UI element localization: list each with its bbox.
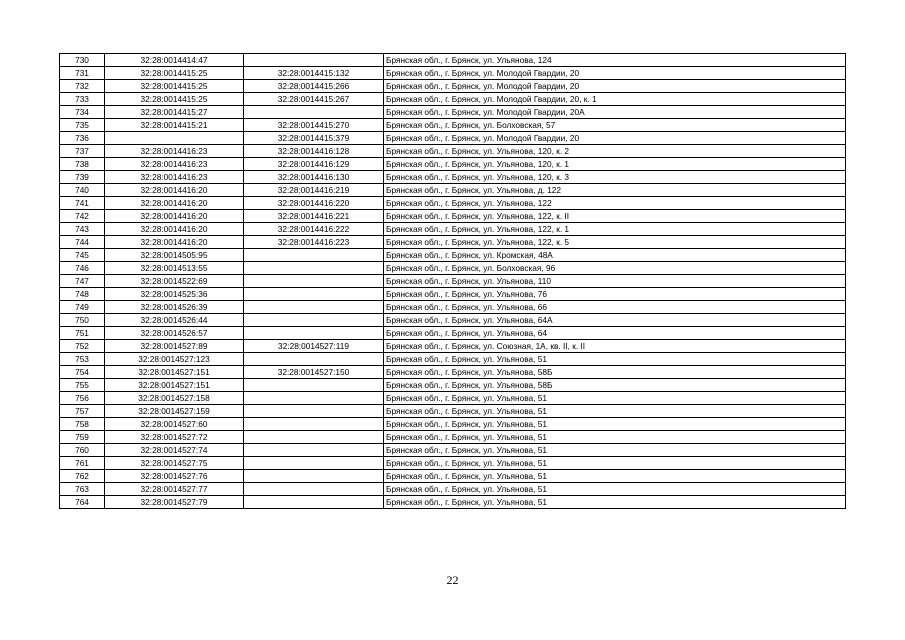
address-cell: Брянская обл., г. Брянск, ул. Ульянова, 122 (384, 197, 846, 210)
address-cell: Брянская обл., г. Брянск, ул. Ульянова, 110 (384, 275, 846, 288)
object-cadastral-number-cell: 32:28:0014527:119 (244, 340, 384, 353)
address-cell: Брянская обл., г. Брянск, ул. Молодой Гвардии, 20А (384, 106, 846, 119)
table-row (60, 314, 846, 327)
address-cell: Брянская обл., г. Брянск, ул. Ульянова, 58Б (384, 379, 846, 392)
object-cadastral-number-cell: 32:28:0014415:267 (244, 93, 384, 106)
row-number-cell: 757 (60, 405, 105, 418)
row-number-cell: 736 (60, 132, 105, 145)
object-cadastral-number-cell (244, 483, 384, 496)
address-cell: Брянская обл., г. Брянск, ул. Молодой Гвардии, 20 (384, 67, 846, 80)
cadastral-number-cell: 32:28:0014527:158 (105, 392, 244, 405)
cadastral-number-cell: 32:28:0014527:74 (105, 444, 244, 457)
address-cell: Брянская обл., г. Брянск, ул. Молодой Гвардии, 20, к. 1 (384, 93, 846, 106)
address-cell: Брянская обл., г. Брянск, ул. Ульянова, 51 (384, 483, 846, 496)
cadastral-number-cell: 32:28:0014414:47 (105, 54, 244, 67)
cadastral-number-cell: 32:28:0014415:25 (105, 93, 244, 106)
object-cadastral-number-cell: 32:28:0014416:130 (244, 171, 384, 184)
address-cell: Брянская обл., г. Брянск, ул. Ульянова, 64А (384, 314, 846, 327)
row-number-cell: 733 (60, 93, 105, 106)
object-cadastral-number-cell (244, 54, 384, 67)
table-row (60, 262, 846, 275)
object-cadastral-number-cell: 32:28:0014416:219 (244, 184, 384, 197)
address-cell: Брянская обл., г. Брянск, ул. Молодой Гвардии, 20 (384, 132, 846, 145)
page-number: 22 (446, 573, 459, 587)
cadastral-number-cell: 32:28:0014527:75 (105, 457, 244, 470)
table-row (60, 431, 846, 444)
object-cadastral-number-cell: 32:28:0014416:129 (244, 158, 384, 171)
row-number-cell: 734 (60, 106, 105, 119)
table-row (60, 483, 846, 496)
row-number-cell: 742 (60, 210, 105, 223)
object-cadastral-number-cell (244, 249, 384, 262)
table-row (60, 236, 846, 249)
object-cadastral-number-cell: 32:28:0014415:266 (244, 80, 384, 93)
address-cell: Брянская обл., г. Брянск, ул. Ульянова, 124 (384, 54, 846, 67)
table-row (60, 145, 846, 158)
cadastral-number-cell: 32:28:0014527:60 (105, 418, 244, 431)
cadastral-number-cell: 32:28:0014527:151 (105, 366, 244, 379)
row-number-cell: 755 (60, 379, 105, 392)
object-cadastral-number-cell (244, 353, 384, 366)
row-number-cell: 761 (60, 457, 105, 470)
cadastral-number-cell: 32:28:0014416:20 (105, 223, 244, 236)
address-cell: Брянская обл., г. Брянск, ул. Ульянова, 122, к. II (384, 210, 846, 223)
cadastral-number-cell: 32:28:0014526:39 (105, 301, 244, 314)
address-cell: Брянская обл., г. Брянск, ул. Ульянова, д. 122 (384, 184, 846, 197)
table-row (60, 405, 846, 418)
row-number-cell: 738 (60, 158, 105, 171)
address-cell: Брянская обл., г. Брянск, ул. Ульянова, 66 (384, 301, 846, 314)
cadastral-number-cell: 32:28:0014416:20 (105, 184, 244, 197)
row-number-cell: 764 (60, 496, 105, 509)
object-cadastral-number-cell (244, 405, 384, 418)
row-number-cell: 763 (60, 483, 105, 496)
cadastral-number-cell: 32:28:0014527:123 (105, 353, 244, 366)
object-cadastral-number-cell (244, 418, 384, 431)
row-number-cell: 746 (60, 262, 105, 275)
row-number-cell: 753 (60, 353, 105, 366)
table-row (60, 93, 846, 106)
row-number-cell: 756 (60, 392, 105, 405)
cadastral-number-cell (105, 132, 244, 145)
object-cadastral-number-cell (244, 106, 384, 119)
address-cell: Брянская обл., г. Брянск, ул. Ульянова, 122, к. 5 (384, 236, 846, 249)
address-cell: Брянская обл., г. Брянск, ул. Ульянова, 120, к. 2 (384, 145, 846, 158)
address-cell: Брянская обл., г. Брянск, ул. Ульянова, 51 (384, 457, 846, 470)
object-cadastral-number-cell: 32:28:0014415:132 (244, 67, 384, 80)
cadastral-number-cell: 32:28:0014527:159 (105, 405, 244, 418)
address-cell: Брянская обл., г. Брянск, ул. Ульянова, 51 (384, 470, 846, 483)
cadastral-number-cell: 32:28:0014527:76 (105, 470, 244, 483)
table-row (60, 223, 846, 236)
object-cadastral-number-cell (244, 314, 384, 327)
row-number-cell: 752 (60, 340, 105, 353)
table-row (60, 418, 846, 431)
row-number-cell: 735 (60, 119, 105, 132)
cadastral-number-cell: 32:28:0014416:20 (105, 197, 244, 210)
row-number-cell: 730 (60, 54, 105, 67)
cadastral-number-cell: 32:28:0014415:25 (105, 80, 244, 93)
table-row (60, 106, 846, 119)
table-row (60, 275, 846, 288)
table-row (60, 444, 846, 457)
row-number-cell: 732 (60, 80, 105, 93)
row-number-cell: 759 (60, 431, 105, 444)
table-row (60, 210, 846, 223)
object-cadastral-number-cell (244, 379, 384, 392)
object-cadastral-number-cell: 32:28:0014416:223 (244, 236, 384, 249)
cadastral-number-cell: 32:28:0014415:21 (105, 119, 244, 132)
row-number-cell: 754 (60, 366, 105, 379)
table-row (60, 327, 846, 340)
object-cadastral-number-cell: 32:28:0014416:221 (244, 210, 384, 223)
table-row (60, 132, 846, 145)
address-cell: Брянская обл., г. Брянск, ул. Ульянова, 76 (384, 288, 846, 301)
object-cadastral-number-cell (244, 288, 384, 301)
cadastral-number-cell: 32:28:0014526:57 (105, 327, 244, 340)
row-number-cell: 747 (60, 275, 105, 288)
table-row (60, 470, 846, 483)
address-cell: Брянская обл., г. Брянск, ул. Ульянова, 51 (384, 353, 846, 366)
object-cadastral-number-cell: 32:28:0014527:150 (244, 366, 384, 379)
row-number-cell: 731 (60, 67, 105, 80)
row-number-cell: 743 (60, 223, 105, 236)
cadastral-number-cell: 32:28:0014505:95 (105, 249, 244, 262)
address-cell: Брянская обл., г. Брянск, ул. Болховская, 57 (384, 119, 846, 132)
table-row (60, 249, 846, 262)
object-cadastral-number-cell (244, 262, 384, 275)
address-cell: Брянская обл., г. Брянск, ул. Ульянова, 51 (384, 392, 846, 405)
object-cadastral-number-cell (244, 301, 384, 314)
row-number-cell: 762 (60, 470, 105, 483)
row-number-cell: 745 (60, 249, 105, 262)
table-row (60, 171, 846, 184)
registry-table-body (60, 54, 846, 509)
table-row (60, 197, 846, 210)
cadastral-number-cell: 32:28:0014522:69 (105, 275, 244, 288)
cadastral-number-cell: 32:28:0014415:25 (105, 67, 244, 80)
cadastral-number-cell: 32:28:0014513:55 (105, 262, 244, 275)
object-cadastral-number-cell (244, 431, 384, 444)
row-number-cell: 760 (60, 444, 105, 457)
object-cadastral-number-cell (244, 275, 384, 288)
address-cell: Брянская обл., г. Брянск, ул. Ульянова, 120, к. 3 (384, 171, 846, 184)
table-row (60, 301, 846, 314)
address-cell: Брянская обл., г. Брянск, ул. Молодой Гвардии, 20 (384, 80, 846, 93)
table-row (60, 353, 846, 366)
address-cell: Брянская обл., г. Брянск, ул. Ульянова, 51 (384, 418, 846, 431)
row-number-cell: 748 (60, 288, 105, 301)
object-cadastral-number-cell (244, 392, 384, 405)
row-number-cell: 751 (60, 327, 105, 340)
object-cadastral-number-cell: 32:28:0014416:128 (244, 145, 384, 158)
cadastral-number-cell: 32:28:0014416:23 (105, 171, 244, 184)
address-cell: Брянская обл., г. Брянск, ул. Ульянова, 51 (384, 431, 846, 444)
object-cadastral-number-cell (244, 444, 384, 457)
table-row (60, 288, 846, 301)
registry-table (59, 53, 846, 509)
table-row (60, 496, 846, 509)
cadastral-number-cell: 32:28:0014527:72 (105, 431, 244, 444)
row-number-cell: 750 (60, 314, 105, 327)
address-cell: Брянская обл., г. Брянск, ул. Союзная, 1А, кв. II, к. II (384, 340, 846, 353)
cadastral-number-cell: 32:28:0014416:20 (105, 236, 244, 249)
row-number-cell: 739 (60, 171, 105, 184)
table-row (60, 457, 846, 470)
object-cadastral-number-cell (244, 496, 384, 509)
table-row (60, 184, 846, 197)
table-row (60, 119, 846, 132)
cadastral-number-cell: 32:28:0014527:89 (105, 340, 244, 353)
table-row (60, 392, 846, 405)
cadastral-number-cell: 32:28:0014416:20 (105, 210, 244, 223)
address-cell: Брянская обл., г. Брянск, ул. Ульянова, 51 (384, 444, 846, 457)
address-cell: Брянская обл., г. Брянск, ул. Ульянова, 51 (384, 496, 846, 509)
cadastral-number-cell: 32:28:0014527:151 (105, 379, 244, 392)
row-number-cell: 758 (60, 418, 105, 431)
object-cadastral-number-cell: 32:28:0014416:222 (244, 223, 384, 236)
cadastral-number-cell: 32:28:0014526:44 (105, 314, 244, 327)
object-cadastral-number-cell: 32:28:0014415:270 (244, 119, 384, 132)
row-number-cell: 749 (60, 301, 105, 314)
object-cadastral-number-cell (244, 457, 384, 470)
row-number-cell: 740 (60, 184, 105, 197)
object-cadastral-number-cell: 32:28:0014416:220 (244, 197, 384, 210)
cadastral-number-cell: 32:28:0014525:36 (105, 288, 244, 301)
table-row (60, 54, 846, 67)
address-cell: Брянская обл., г. Брянск, ул. Ульянова, 120, к. 1 (384, 158, 846, 171)
object-cadastral-number-cell (244, 470, 384, 483)
table-row (60, 158, 846, 171)
cadastral-number-cell: 32:28:0014527:79 (105, 496, 244, 509)
row-number-cell: 741 (60, 197, 105, 210)
address-cell: Брянская обл., г. Брянск, ул. Ульянова, 122, к. 1 (384, 223, 846, 236)
table-row (60, 379, 846, 392)
table-row (60, 67, 846, 80)
row-number-cell: 737 (60, 145, 105, 158)
address-cell: Брянская обл., г. Брянск, ул. Кромская, 48А (384, 249, 846, 262)
object-cadastral-number-cell: 32:28:0014415:379 (244, 132, 384, 145)
table-row (60, 80, 846, 93)
cadastral-number-cell: 32:28:0014416:23 (105, 145, 244, 158)
address-cell: Брянская обл., г. Брянск, ул. Ульянова, 58Б (384, 366, 846, 379)
address-cell: Брянская обл., г. Брянск, ул. Ульянова, 51 (384, 405, 846, 418)
address-cell: Брянская обл., г. Брянск, ул. Ульянова, 64 (384, 327, 846, 340)
object-cadastral-number-cell (244, 327, 384, 340)
table-row (60, 366, 846, 379)
table-row (60, 340, 846, 353)
row-number-cell: 744 (60, 236, 105, 249)
cadastral-number-cell: 32:28:0014416:23 (105, 158, 244, 171)
address-cell: Брянская обл., г. Брянск, ул. Болховская, 96 (384, 262, 846, 275)
cadastral-number-cell: 32:28:0014415:27 (105, 106, 244, 119)
cadastral-number-cell: 32:28:0014527:77 (105, 483, 244, 496)
